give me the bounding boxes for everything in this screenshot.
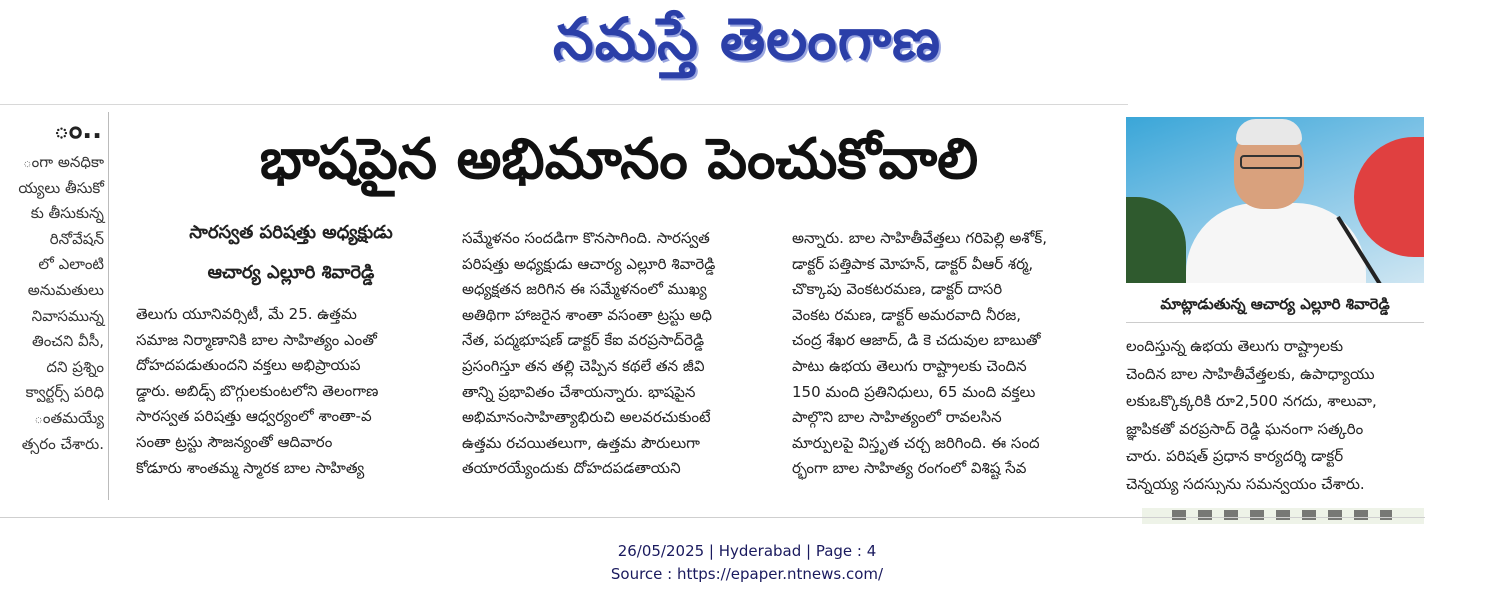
article-line: దోహదపడుతుందని వక్తలు అభిప్రాయప	[136, 356, 361, 375]
adjacent-article-line: య్యలు తీసుకో	[18, 178, 104, 197]
footer-source-link[interactable]: Source : https://epaper.ntnews.com/	[610, 565, 884, 583]
article-line: కోడూరు శాంతమ్మ స్మారక బాల సాహిత్య	[136, 458, 365, 477]
photo-caption: మాట్లాడుతున్న ఆచార్య ఎల్లూరి శివారెడ్డి	[1160, 295, 1390, 313]
article-line: మార్పులపై విస్తృత చర్చ జరిగింది. ఈ సంద	[792, 433, 1040, 452]
article-line: పాల్గొని బాల సాహిత్యంలో రావలసిన	[792, 408, 1002, 427]
article-line: చొక్కాపు వెంకటరమణ, డాక్టర్ దాసరి	[792, 280, 1003, 299]
article-line: నేత, పద్మభూషణ్ డాక్టర్ కేఐ వరప్రసాద్‌రెడ్డి	[462, 331, 705, 350]
adjacent-article-line: లో ఎలాంటి	[38, 255, 104, 274]
photo-hair	[1236, 119, 1302, 145]
article-line: చెన్నయ్య సదస్సును సమన్వయం చేశారు.	[1126, 474, 1365, 493]
article-subhead: సారస్వత పరిషత్తు అధ్యక్షుడు	[189, 222, 393, 243]
caption-rule	[1126, 322, 1424, 323]
article-line: చారు. పరిషత్ ప్రధాన కార్యదర్శి డాక్టర్	[1126, 447, 1344, 466]
photo-plant	[1126, 197, 1186, 283]
adjacent-article-line: ంగా అనధికా	[23, 153, 104, 171]
article-column-3	[792, 226, 1098, 482]
article-line: లకుఒక్కొక్కరికి రూ2,500 నగదు, శాలువా,	[1126, 392, 1377, 411]
adjacent-article-column	[0, 110, 106, 457]
article-line: సంతా ట్రస్టు సౌజన్యంతో ఆదివారం	[136, 432, 333, 451]
article-line: తయారయ్యేందుకు దోహదపడతాయని	[462, 459, 681, 478]
article-headline: భాషపైన అభిమానం పెంచుకోవాలి	[259, 127, 979, 192]
article-line: సమ్మేళనం సందడిగా కొనసాగింది. సారస్వత	[462, 229, 710, 247]
article-line: ర్భంగా బాల సాహిత్య రంగంలో విశిష్ట సేవ	[792, 459, 1027, 478]
bottom-rule	[0, 517, 1425, 518]
footer-date-location: 26/05/2025 | Hyderabad | Page : 4	[617, 542, 877, 560]
article-line: డ్డారు. అబిడ్స్ బొగ్గులకుంటలోని తెలంగాణ	[136, 381, 379, 400]
article-line: చంద్ర శేఖర ఆజాద్, డి కె చదువుల బాబుతో	[792, 331, 1041, 350]
article-line: పాటు ఉభయ తెలుగు రాష్ట్రాలకు చెందిన	[792, 356, 1027, 375]
speaker-photo	[1126, 117, 1424, 283]
article-column-1	[136, 302, 438, 481]
article-column-4	[1126, 333, 1424, 499]
adjacent-article-line: కు తీసుకున్న	[30, 204, 104, 223]
article-line: 150 మంది ప్రతినిధులు, 65 మంది వక్తలు	[792, 382, 1036, 401]
newspaper-logo: నమస్తే తెలంగాణ	[553, 5, 941, 73]
article-line: వెంకట రమణ, డాక్టర్ అమరవాది నీరజ,	[792, 305, 1022, 324]
article-line: అధ్యక్షతన జరిగిన ఈ సమ్మేళనంలో ముఖ్య	[462, 280, 707, 299]
adjacent-article-line: త్సరం చేశారు.	[21, 434, 104, 453]
next-article-teaser	[1142, 508, 1424, 524]
article-line: సమాజ నిర్మాణానికి బాల సాహిత్యం ఎంతో	[136, 330, 377, 349]
masthead	[0, 0, 1494, 84]
article-column-2	[462, 226, 770, 482]
article-line: ఉత్తమ రచయితలుగా, ఉత్తమ పౌరులుగా	[462, 433, 700, 452]
adjacent-article-line: ంతమయ్యే	[34, 408, 104, 427]
adjacent-article-head: ం..	[54, 115, 102, 145]
article-line: తెలుగు యూనివర్సిటీ, మే 25. ఉత్తమ	[136, 305, 357, 323]
article-line: పరిషత్తు అధ్యక్షుడు ఆచార్య ఎల్లూరి శివారెడ్డి	[462, 254, 716, 273]
article-line: లందిస్తున్న ఉభయ తెలుగు రాష్ట్రాలకు	[1126, 337, 1344, 355]
photo-banner	[1354, 137, 1424, 257]
column-divider	[108, 112, 109, 500]
article-line: అతిథిగా హాజరైన శాంతా వసంతా ట్రస్టు అధి	[462, 305, 713, 324]
adjacent-article-line: క్వార్టర్స్ పరిధి	[25, 383, 104, 402]
article-line: డాక్టర్ పత్తిపాక మోహన్, డాక్టర్ వీఆర్ శర్మ,	[792, 254, 1034, 273]
adjacent-article-line: రినోవేషన్	[49, 229, 104, 248]
article-line: ప్రసంగిస్తూ తన తల్లి చెప్పిన కథలే తన జీవి	[462, 356, 705, 375]
adjacent-article-line: అనుమతులు	[27, 280, 104, 299]
article-line: అన్నారు. బాల సాహితీవేత్తలు గరిపెల్లి అశోక్,	[792, 229, 1047, 247]
adjacent-article-line: దని ప్రశ్నిం	[46, 357, 104, 376]
photo-glasses	[1240, 155, 1302, 169]
teaser-headline-fragment	[1172, 510, 1392, 520]
article-line: చెందిన బాల సాహితీవేత్తలకు, ఉపాధ్యాయు	[1126, 364, 1375, 383]
article-subhead-name: ఆచార్య ఎల్లూరి శివారెడ్డి	[207, 262, 375, 283]
article-line: సారస్వత పరిషత్తు ఆధ్వర్యంలో శాంతా-వ	[136, 407, 372, 426]
article-line: అభిమానంసాహిత్యాభిరుచి అలవరచుకుంటే	[462, 408, 711, 427]
article-line: తాన్ని ప్రభావితం చేశాయన్నారు. భాషపైన	[462, 382, 696, 401]
page-footer	[0, 540, 1494, 586]
adjacent-article-line: నివాసమున్న	[31, 306, 104, 325]
adjacent-article-line: తించని వీసీ,	[32, 332, 104, 351]
article-line: జ్ఞాపికతో వరప్రసాద్ రెడ్డి ఘనంగా సత్కరిం	[1126, 419, 1364, 438]
top-rule	[0, 104, 1128, 105]
